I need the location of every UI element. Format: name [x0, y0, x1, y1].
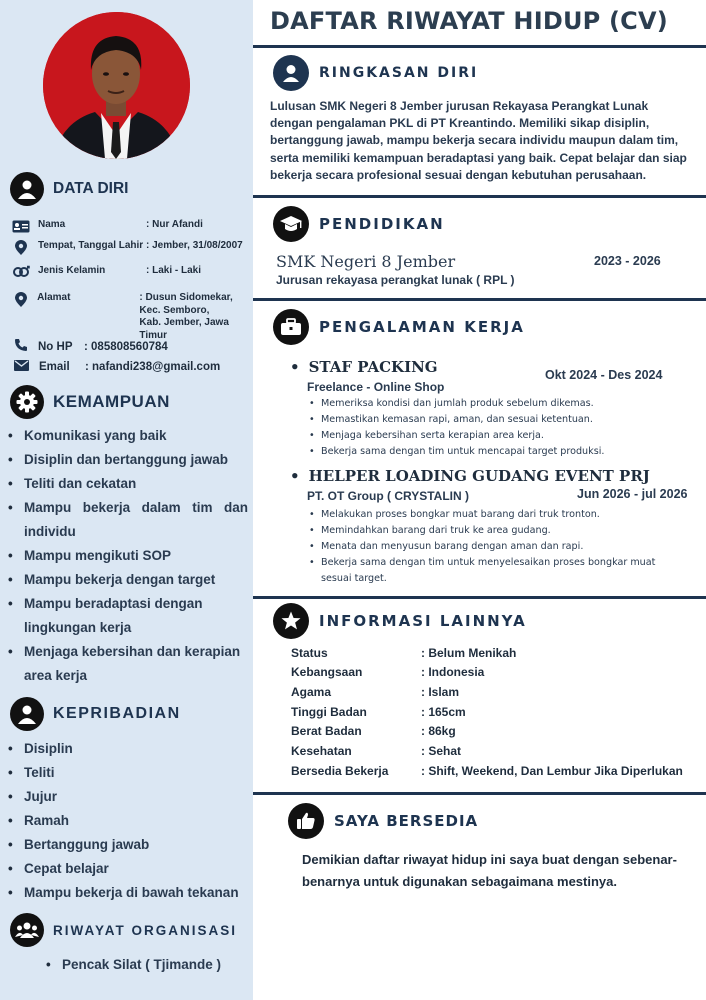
info-label: Tinggi Badan [291, 705, 367, 719]
envelope-icon [14, 360, 29, 374]
briefcase-icon [273, 309, 309, 345]
info-value: : Indonesia [421, 665, 485, 679]
job-company: PT. OT Group ( CRYSTALIN ) [307, 489, 469, 503]
list-item: • Komunikasi yang baik [8, 424, 248, 448]
informasi-title: INFORMASI LAINNYA [319, 612, 527, 630]
list-item: • Teliti dan cekatan [8, 472, 248, 496]
contact-email [14, 360, 220, 374]
job-tasks [307, 396, 692, 460]
info-row [291, 764, 683, 778]
info-row-nama [12, 219, 203, 233]
graduation-cap-icon [273, 206, 309, 242]
pengalaman-header [273, 309, 525, 345]
list-item: • Jujur [8, 785, 248, 809]
info-row [291, 685, 459, 699]
info-label: Agama [291, 685, 332, 699]
location-pin-icon [12, 292, 29, 306]
info-value: : Jember, 31/08/2007 [146, 240, 243, 251]
job-title: • HELPER LOADING GUDANG EVENT PRJ [290, 467, 650, 485]
pendidikan-title: PENDIDIKAN [319, 215, 445, 233]
data-diri-title: DATA DIRI [53, 180, 129, 197]
profile-photo [43, 12, 190, 159]
info-row [291, 744, 461, 758]
gender-icon [12, 265, 30, 279]
list-item: • Bekerja sama dengan tim untuk mencapai target produksi. [307, 444, 692, 460]
list-item: • Ramah [8, 809, 248, 833]
info-value: : 165cm [421, 705, 466, 719]
info-label: Tempat, Tanggal Lahir [38, 240, 144, 251]
list-item: • Memindahkan barang dari truk ke area gudang. [307, 523, 667, 539]
list-item: • Mampu bekerja di bawah tekanan [8, 881, 248, 905]
school-years: 2023 - 2026 [594, 254, 661, 268]
divider [253, 45, 706, 48]
info-row [291, 646, 516, 660]
kemampuan-header [10, 385, 170, 419]
list-item: • Bertanggung jawab [8, 833, 248, 857]
job-period: Jun 2026 - jul 2026 [577, 487, 688, 501]
info-label: Kesehatan [291, 744, 352, 758]
info-value: : Islam [421, 685, 460, 699]
info-row-alamat [12, 292, 253, 342]
school-major: Jurusan rekayasa perangkat lunak ( RPL ) [276, 273, 515, 287]
list-item: • Cepat belajar [8, 857, 248, 881]
user-icon [10, 697, 44, 731]
list-item: • Mampu beradaptasi dengan lingkungan kerja [8, 592, 248, 640]
contact-value: : nafandi238@gmail.com [85, 361, 221, 373]
location-pin-icon [12, 240, 30, 254]
contact-label: No HP [38, 340, 73, 353]
pengalaman-title: PENGALAMAN KERJA [319, 318, 525, 336]
kemampuan-list [8, 424, 248, 688]
info-value: : Belum Menikah [421, 646, 517, 660]
info-label: Nama [38, 219, 66, 230]
user-icon [273, 55, 309, 91]
job-tasks [307, 507, 667, 587]
list-item: • Disiplin dan bertanggung jawab [8, 448, 248, 472]
job-company: Freelance - Online Shop [307, 380, 445, 394]
school-name: SMK Negeri 8 Jember [276, 252, 456, 271]
divider [253, 596, 706, 599]
info-label: Status [291, 646, 328, 660]
phone-icon [14, 338, 28, 355]
info-label: Alamat [37, 292, 71, 303]
info-label: Berat Badan [291, 724, 362, 738]
list-item: • Mampu mengikuti SOP [8, 544, 248, 568]
kepribadian-list [8, 737, 248, 905]
bersedia-title: SAYA BERSEDIA [334, 812, 479, 830]
pendidikan-header [273, 206, 445, 242]
info-value: : Sehat [421, 744, 462, 758]
info-value: : Nur Afandi [146, 219, 203, 230]
divider [253, 195, 706, 198]
gear-icon [10, 385, 44, 419]
ringkasan-text: Lulusan SMK Negeri 8 Jember jurusan Rekayasa Perangkat Lunak dengan pengalaman PKL di PT Kreantindo. Memiliki sikap disiplin, bertanggung jawab, mampu bekerja secara individu maupun dalam tim, serta memiliki kemampuan beradaptasi yang baik. Cepat belajar dan siap bekerja secara profesional sesuai dengan kebutuhan perusahaan. [270, 99, 687, 182]
contact-label: Email [39, 361, 70, 373]
bersedia-header [288, 803, 478, 839]
job-period: Okt 2024 - Des 2024 [545, 368, 663, 382]
list-item: • Mampu bekerja dalam tim dan individu [8, 496, 248, 544]
data-diri-header [10, 172, 128, 206]
ringkasan-header [273, 55, 478, 91]
sidebar [0, 0, 253, 1000]
list-item: • Bekerja sama dengan tim untuk menyelesaikan proses bongkar muat sesuai target. [307, 555, 667, 587]
list-item: • Disiplin [8, 737, 248, 761]
info-row-gender [12, 265, 201, 279]
organisasi-header [10, 913, 237, 947]
list-item: • Memeriksa kondisi dan jumlah produk sebelum dikemas. [307, 396, 692, 412]
organisasi-list [46, 953, 246, 977]
contact-value: : 085808560784 [84, 340, 168, 353]
divider [253, 298, 706, 301]
id-card-icon [12, 219, 30, 233]
info-value: : 86kg [421, 724, 456, 738]
info-row [291, 665, 484, 679]
thumbs-up-icon [288, 803, 324, 839]
contact-phone [14, 338, 168, 355]
list-item: • Pencak Silat ( Tjimande ) [46, 953, 246, 977]
list-item: • Menjaga kebersihan dan kerapian area kerja [8, 640, 248, 688]
closing-statement: Demikian daftar riwayat hidup ini saya buat dengan sebenar-benarnya untuk digunakan sebagaimana mestinya. [302, 852, 677, 889]
list-item: • Menata dan menyusun barang dengan aman dan rapi. [307, 539, 667, 555]
star-icon [273, 603, 309, 639]
info-value: : Laki - Laki [146, 265, 202, 276]
info-value: : Shift, Weekend, Dan Lembur Jika Diperlukan [421, 764, 683, 778]
job-title: • STAF PACKING [290, 358, 438, 376]
divider [253, 792, 706, 795]
informasi-header [273, 603, 527, 639]
users-group-icon [10, 913, 44, 947]
kepribadian-title: KEPRIBADIAN [53, 705, 181, 722]
info-value: : Dusun Sidomekar, Kec. Semboro, Kab. Jember, Jawa Timur [139, 292, 233, 341]
page-title: DAFTAR RIWAYAT HIDUP (CV) [270, 7, 668, 35]
user-icon [10, 172, 44, 206]
info-row-ttl [12, 240, 243, 254]
info-label: Jenis Kelamin [38, 265, 106, 276]
list-item: • Memastikan kemasan rapi, aman, dan sesuai ketentuan. [307, 412, 692, 428]
info-row [291, 724, 456, 738]
kepribadian-header [10, 697, 181, 731]
info-label: Kebangsaan [291, 665, 363, 679]
info-label: Bersedia Bekerja [291, 764, 389, 778]
list-item: • Mampu bekerja dengan target [8, 568, 248, 592]
list-item: • Teliti [8, 761, 248, 785]
ringkasan-title: RINGKASAN DIRI [319, 65, 479, 81]
list-item: • Melakukan proses bongkar muat barang dari truk tronton. [307, 507, 667, 523]
organisasi-title: RIWAYAT ORGANISASI [53, 922, 238, 938]
info-row [291, 705, 466, 719]
kemampuan-title: KEMAMPUAN [53, 392, 170, 411]
list-item: • Menjaga kebersihan serta kerapian area kerja. [307, 428, 692, 444]
